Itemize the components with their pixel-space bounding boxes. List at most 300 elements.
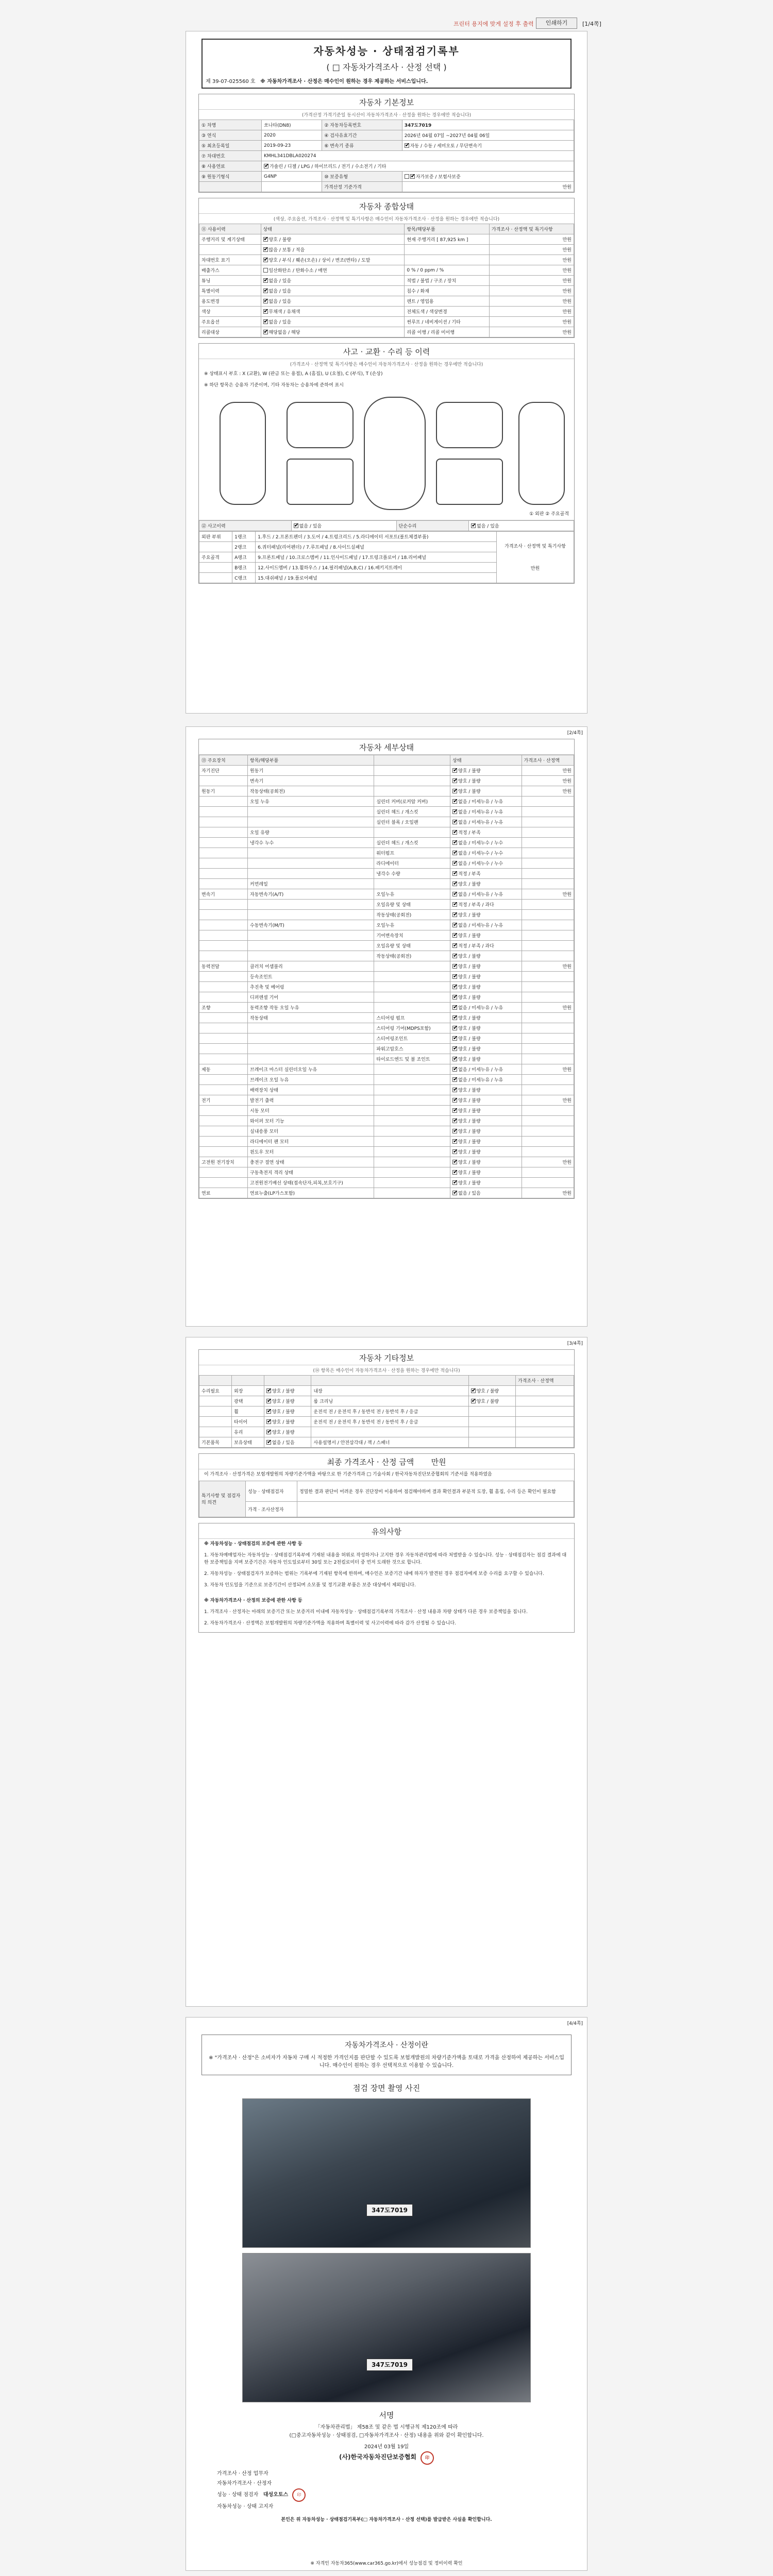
license-plate-1: 347도7019: [366, 2204, 413, 2216]
status-cell: [450, 1167, 522, 1178]
cell: [374, 879, 450, 889]
cell: [402, 172, 574, 182]
cell: [199, 562, 232, 572]
checkbox: [263, 289, 268, 293]
cell-text: 양호 / 불량: [458, 1026, 481, 1031]
cell: 리콜대상: [199, 327, 261, 337]
cell: 윈도우 모터: [248, 1147, 374, 1157]
cell: 만원: [522, 961, 574, 972]
checkbox: [452, 974, 457, 979]
cell: [374, 1064, 450, 1075]
cell: [522, 972, 574, 982]
cell: C랭크: [232, 572, 256, 583]
table-row: [199, 1386, 574, 1396]
cell: [199, 1044, 248, 1054]
cell: 주요골격: [199, 552, 232, 562]
print-notice: 프린터 용지에 맞게 설정 후 출력: [453, 21, 534, 27]
checkbox: [266, 1440, 271, 1445]
cell: 만원: [489, 255, 574, 265]
table-row: [199, 276, 574, 286]
checkbox: [452, 954, 457, 958]
cell: ⑥ 변속기 종류: [322, 141, 402, 151]
cell: [199, 807, 248, 817]
table-row: [199, 1023, 574, 1033]
cell-text: 무채색 / 유채색: [268, 310, 300, 315]
table-row: [199, 1178, 574, 1188]
overall-sub: (색상, 주요옵션, 가격조사 · 산정액 및 특기사항은 매수인이 자동차가격조사 · 산정을 원하는 경우에만 적습니다): [273, 217, 500, 222]
sign-date: 2024년 03월 19일: [364, 2444, 409, 2450]
cell-text: 양호 / 불량: [458, 1016, 481, 1021]
cell: [199, 182, 262, 192]
col-header: 가격조사 · 산정액: [522, 755, 574, 766]
cell-text: 양호 / 불량: [272, 1389, 295, 1394]
cell: [264, 1417, 311, 1427]
cell: 15.대쉬패널 / 19.플로어패널: [256, 572, 497, 583]
sign-org: (사)한국자동차진단보증협회: [339, 2453, 417, 2461]
table-row: [199, 1064, 574, 1075]
cell: [522, 930, 574, 941]
cell: 원동기: [248, 766, 374, 776]
cell-text: 적정 / 부족: [458, 872, 481, 877]
accident-table: [199, 520, 574, 531]
cell-text: 양호 / 불량: [458, 1171, 481, 1176]
accident-section: [198, 343, 575, 584]
vin: KMHL341DBLA020274: [261, 151, 574, 161]
cell-text: 없음 / 미세누수 / 누수: [458, 841, 503, 846]
cell: [497, 531, 574, 583]
status-cell: [450, 1085, 522, 1095]
cell: [522, 1013, 574, 1023]
cell: ① 차명: [199, 120, 262, 130]
cell: [261, 276, 405, 286]
cell: [405, 255, 490, 265]
cell: ② 자동차등록번호: [322, 120, 402, 130]
cell-text: 자가보증 / 보험사보증: [415, 175, 461, 180]
checkbox: [263, 237, 268, 242]
parts-table: [199, 531, 574, 583]
cell: 연료누출(LP가스포함): [248, 1188, 374, 1198]
cell: 타이로드엔드 및 볼 조인트: [374, 1054, 450, 1064]
checkbox: [294, 523, 298, 528]
status-cell: [450, 910, 522, 920]
cell-text: 자동 / 수동 / 세미오토 / 무단변속기: [410, 144, 482, 149]
cell-text: 없음 / 미세누유 / 누유: [458, 800, 503, 805]
checkbox: [452, 778, 457, 783]
cell: [199, 541, 232, 552]
cell-text: 없음 / 있음: [268, 299, 292, 304]
cell: [522, 817, 574, 827]
cell: ⑨ 원동기형식: [199, 172, 262, 182]
table-row: [199, 531, 574, 541]
cell-text: 양호 / 불량: [272, 1399, 295, 1404]
doc-title: 자동차성능 · 상태점검기록부: [313, 45, 460, 57]
cell: 외장: [232, 1386, 264, 1396]
cell: 라디에이터: [374, 858, 450, 869]
cell: [374, 961, 450, 972]
col-header: 상태: [261, 224, 405, 234]
cell-text: 양호 / 불량: [458, 779, 481, 784]
checkbox: [452, 789, 457, 793]
table-row: [199, 1075, 574, 1085]
cell: 워터펌프: [374, 848, 450, 858]
checkbox: [452, 964, 457, 969]
cell: [199, 1075, 248, 1085]
cell: [199, 838, 248, 848]
checkbox: [452, 1149, 457, 1154]
cell: 조향: [199, 1003, 248, 1013]
cell: [261, 255, 405, 265]
cell: 기어변속장치: [374, 930, 450, 941]
cell: [248, 1033, 374, 1044]
notes-title: 유의사항: [199, 1523, 574, 1539]
cell: 만원: [489, 286, 574, 296]
table-row: [199, 1013, 574, 1023]
cell: [374, 1126, 450, 1137]
checkbox: [264, 164, 268, 168]
cell: 12.사이드멤버 / 13.휠하우스 / 14.필러패널(A,B,C) / 16.패키지트레이: [256, 562, 497, 572]
cell: 만원: [489, 317, 574, 327]
cell-text: 없음 / 있음: [272, 1440, 295, 1446]
table-row: [199, 766, 574, 776]
table-row: [199, 796, 574, 807]
cell: [264, 1437, 311, 1448]
table-row: [199, 307, 574, 317]
accident-note2: ※ 하단 항목은 승용차 기준이며, 기타 자동차는 승용차에 준하여 표시: [204, 382, 344, 388]
checkbox: [452, 1005, 457, 1010]
cell: [199, 1116, 248, 1126]
doc-header: [201, 39, 572, 89]
notes-p1: 1. 자동차매매업자는 자동차성능 · 상태점검기록부에 기재된 내용을 허위로 작성하거나 고지한 경우 자동차관리법에 따라 처벌받을 수 있습니다. 성능 · 상태점검자는 점검 결과에 대한 보증책임을 지며 보증기간은 자동차 인도일로부터 30일 또는 2천킬로미터 중 먼저 도래한 것으로 합니다.: [204, 1552, 567, 1565]
checkbox: [452, 1057, 457, 1061]
table-row: [199, 941, 574, 951]
cell: [522, 1167, 574, 1178]
cell-text: 해당없음 / 해당: [268, 330, 300, 335]
cell: [516, 1386, 574, 1396]
cell: 오일유량 및 상태: [374, 941, 450, 951]
cell: 가격산정 기준가격: [322, 182, 402, 192]
table-row: [199, 961, 574, 972]
cell: [522, 1137, 574, 1147]
price-label: 가격조사 · 산정액 및 특기사항: [505, 544, 566, 550]
cell: 쏘나타(DN8): [261, 120, 322, 130]
col-header: ⑬ 주요장치: [199, 755, 248, 766]
cell: 기본품목: [199, 1437, 232, 1448]
cell: 스티어링 펌프: [374, 1013, 450, 1023]
status-cell: [450, 961, 522, 972]
cell: 실린더 헤드 / 개스킷: [374, 807, 450, 817]
cell: ⑦ 차대번호: [199, 151, 262, 161]
table-row: [199, 951, 574, 961]
cell: 실린더 커버(로커암 커버): [374, 796, 450, 807]
checkbox: [452, 1046, 457, 1051]
cell: 튜닝: [199, 276, 261, 286]
cell: [264, 1427, 311, 1437]
table-row: [199, 992, 574, 1003]
cell: [199, 1126, 248, 1137]
cell: 2랭크: [232, 541, 256, 552]
checkbox: [471, 523, 476, 528]
table-row: [199, 1396, 574, 1406]
table-row: [199, 245, 574, 255]
cell: 만원: [522, 776, 574, 786]
cell: 파워고압호스: [374, 1044, 450, 1054]
status-cell: [450, 1137, 522, 1147]
cell-text: 없음 / 미세누유 / 누유: [458, 820, 503, 825]
cell: [199, 1427, 232, 1437]
final-note: 이 가격조사 · 산정가격은 보험개발원의 차량기준가액을 바탕으로 한 기준가격과 □ 기술사회 / 한국자동차진단보증협회의 기준서를 적용하였음: [204, 1472, 492, 1477]
checkbox: [452, 1108, 457, 1113]
signer-row: [217, 2488, 556, 2502]
cell-text: 양호 / 불량: [458, 995, 481, 1001]
detail-table: [199, 755, 574, 1198]
cell-text: 양호 / 불량: [458, 934, 481, 939]
cell-text: 없음 / 있음: [458, 1191, 481, 1196]
col-header: ⑪ 사용이력: [199, 224, 261, 234]
cell: [248, 858, 374, 869]
cell-text: 없음 / 있음: [268, 320, 292, 325]
checkbox: [452, 1098, 457, 1103]
cell: [374, 827, 450, 838]
cell: [516, 1396, 574, 1406]
checkbox: [471, 1399, 476, 1403]
cell: [522, 827, 574, 838]
cell: 와이퍼 모터 기능: [248, 1116, 374, 1126]
cell: [522, 951, 574, 961]
cell: 운전석 전 / 운전석 후 / 동반석 전 / 동반석 후 / 응급: [311, 1406, 468, 1417]
cell: 유리: [232, 1427, 264, 1437]
cell: 렌트 / 영업용: [405, 296, 490, 307]
photo-title: 점검 장면 촬영 사진: [352, 2083, 421, 2093]
status-cell: [450, 817, 522, 827]
cell: 만원: [522, 1188, 574, 1198]
cell: [469, 520, 574, 531]
basic-info-sub: (가격산정 가격기준일 동시산이 자동차가격조사 · 산정을 원하는 경우에만 적습니다): [301, 113, 472, 118]
cell: 만원: [489, 276, 574, 286]
car-frame-rear-icon: [436, 459, 503, 505]
cell: 작동상태: [248, 1013, 374, 1023]
cell: [522, 941, 574, 951]
cell: [516, 1427, 574, 1437]
status-cell: [450, 1075, 522, 1085]
signer-value: 대성오토스: [263, 2492, 289, 2498]
checkbox: [452, 820, 457, 824]
cell: [291, 520, 396, 531]
status-cell: [450, 1116, 522, 1126]
cell-text: 양호 / 불량: [458, 1109, 481, 1114]
cell: [248, 1023, 374, 1033]
page-4-number: [4/4쪽]: [567, 2021, 583, 2026]
special-table: [199, 1481, 574, 1517]
print-button[interactable]: 인쇄하기: [536, 18, 577, 29]
stamp-icon: 印: [292, 2488, 306, 2502]
cell: B랭크: [232, 562, 256, 572]
cell-text: 없음 / 있음: [268, 279, 292, 284]
table-row: [199, 910, 574, 920]
status-cell: [450, 951, 522, 961]
cell: [522, 1126, 574, 1137]
checkbox: [266, 1430, 271, 1434]
cell: [374, 1106, 450, 1116]
cell: [261, 307, 405, 317]
cell: [374, 766, 450, 776]
car-diagram: [199, 392, 574, 520]
cell: [522, 1033, 574, 1044]
cell: [199, 1147, 248, 1157]
cell: [522, 858, 574, 869]
table-row: [199, 786, 574, 796]
status-cell: [450, 900, 522, 910]
cell: [199, 1085, 248, 1095]
cell: 만원: [522, 1157, 574, 1167]
cell: 실린더 헤드 / 개스킷: [374, 838, 450, 848]
cell: [199, 796, 248, 807]
signer-row: [217, 2502, 556, 2512]
detail-section: [198, 739, 575, 1199]
cell: A랭크: [232, 552, 256, 562]
col-header: 가격조사 · 산정액: [516, 1376, 574, 1386]
inspector-opinion: 정밀한 결과 판단이 어려운 경우 진단장비 이용하여 점검해야하며 결과 확인결과 부분적 도장, 휠 흠집, 수리 등은 확인이 필요함: [297, 1481, 574, 1501]
car-left-side-icon: [220, 402, 266, 505]
checkbox: [266, 1388, 271, 1393]
box-text: ※ "가격조사 · 산정"은 소비자가 자동차 구매 시 적정한 가격인지를 판단할 수 있도록 보험개발원의 차량기준가액을 토대로 가격을 산정하여 제공하는 서비스입니다. 매수인이 원하는 경우 선택적으로 이용할 수 있습니다.: [209, 2055, 564, 2069]
cell: 작동상태(공회전): [374, 951, 450, 961]
cell-text: 양호 / 불량: [458, 1150, 481, 1155]
cell: [261, 182, 322, 192]
cell: [522, 992, 574, 1003]
odometer: 현재 주행거리 [ 87,925 km ]: [405, 234, 490, 245]
table-row: [199, 869, 574, 879]
cell: 운전석 전 / 운전석 후 / 동반석 전 / 동반석 후 / 응급: [311, 1417, 468, 1427]
checkbox: [452, 1180, 457, 1185]
table-row: [199, 889, 574, 900]
status-cell: [450, 848, 522, 858]
col-header: [311, 1376, 468, 1386]
cell-text: 양호 / 불량: [458, 975, 481, 980]
cell: ⑧ 사용연료: [199, 161, 262, 172]
cell: 오일누유: [374, 889, 450, 900]
cell: [199, 910, 248, 920]
table-row: [199, 1137, 574, 1147]
cell: [248, 807, 374, 817]
cell: 시동 모터: [248, 1106, 374, 1116]
cell: 침수 / 화재: [405, 286, 490, 296]
cell: [374, 1095, 450, 1106]
cell: 만원: [522, 766, 574, 776]
cell: 9.프론트패널 / 10.크로스멤버 / 11.인사이드패널 / 17.트렁크플로어 / 18.리어패널: [256, 552, 497, 562]
table-row: [199, 1044, 574, 1054]
table-row: [199, 1376, 574, 1386]
cell: 배력장치 상태: [248, 1085, 374, 1095]
cell: [199, 827, 248, 838]
other-title: 자동차 기타정보: [199, 1350, 574, 1365]
cell: 2019-09-23: [261, 141, 322, 151]
cell: [522, 838, 574, 848]
status-cell: [450, 776, 522, 786]
checkbox: [263, 278, 268, 283]
overall-title: 자동차 종합상태: [199, 198, 574, 214]
checkbox: [405, 174, 409, 179]
table-row: [199, 317, 574, 327]
cell-text: 양호 / 불량: [458, 789, 481, 794]
checkbox: [452, 882, 457, 886]
cell: [522, 796, 574, 807]
cell: G4NP: [261, 172, 322, 182]
cell: [261, 317, 405, 327]
cell: [261, 245, 405, 255]
cell: [261, 327, 405, 337]
cell: 색상: [199, 307, 261, 317]
checkbox: [452, 830, 457, 835]
cell: [522, 1023, 574, 1033]
cell: [468, 1406, 515, 1417]
cell: [264, 1406, 311, 1417]
status-cell: [450, 1095, 522, 1106]
cell: 배출가스: [199, 265, 261, 276]
cell: [468, 1396, 515, 1406]
status-cell: [450, 1023, 522, 1033]
cell: 6.쿼터패널(리어펜더) / 7.루프패널 / 8.사이드실패널: [256, 541, 497, 552]
cell-text: 양호 / 불량: [476, 1399, 499, 1404]
notes-p4: 1. 가격조사 · 산정자는 아래의 보증기간 또는 보증거리 이내에 자동차성능 · 상태점검기록부의 가격조사 · 산정 내용과 차량 상태가 다른 경우 보증책임을 집니다.: [204, 1609, 528, 1615]
table-row: [199, 817, 574, 827]
footer-note: ※ 자격인 자동차365(www.car365.go.kr)에서 성능점검 및 정비이력 확인: [310, 2561, 463, 2566]
cell: 브레이크 오일 누유: [248, 1075, 374, 1085]
status-cell: [450, 807, 522, 817]
table-row: [199, 1003, 574, 1013]
checkbox: [452, 1026, 457, 1030]
cell-text: 적정 / 부족 / 과다: [458, 944, 494, 949]
notes-s2: ※ 자동차가격조사 · 산정의 보증에 관한 사항 등: [204, 1598, 303, 1603]
cell: 0 % / 0 ppm / %: [405, 265, 490, 276]
checkbox: [452, 923, 457, 927]
cell: [248, 930, 374, 941]
cell: 추진축 및 베어링: [248, 982, 374, 992]
cell: [374, 1188, 450, 1198]
cell: 주요옵션: [199, 317, 261, 327]
cell-text: 양호 / 불량: [458, 1160, 481, 1165]
cell: [374, 1147, 450, 1157]
cell: [516, 1417, 574, 1427]
cell: 연료: [199, 1188, 248, 1198]
cell: [522, 982, 574, 992]
cell: [468, 1417, 515, 1427]
cell: 만원: [489, 327, 574, 337]
cell: [522, 1147, 574, 1157]
cell: [199, 992, 248, 1003]
status-cell: [450, 1147, 522, 1157]
cell: [261, 234, 405, 245]
accident-sub: (가격조사 · 산정액 및 특기사항은 매수인이 자동차가격조사 · 산정을 원하는 경우에만 적습니다): [290, 362, 483, 367]
cell-text: 양호 / 불량: [458, 1140, 481, 1145]
cell: [468, 1437, 515, 1448]
cell: [199, 1167, 248, 1178]
table-row: [199, 1167, 574, 1178]
checkbox: [452, 995, 457, 999]
cell: 광택: [232, 1396, 264, 1406]
cell: 커먼레일: [248, 879, 374, 889]
cell: 발전기 출력: [248, 1095, 374, 1106]
table-row: [199, 1095, 574, 1106]
table-row: [199, 900, 574, 910]
cell: [199, 1054, 248, 1064]
cell-text: 없음 / 있음: [299, 523, 322, 529]
checkbox: [452, 1139, 457, 1144]
cell-text: 없음 / 미세누유 / 누유: [458, 892, 503, 897]
cell: 보유상태: [232, 1437, 264, 1448]
cell-text: 적정 / 부족 / 과다: [458, 903, 494, 908]
checkbox: [452, 799, 457, 804]
accident-note1: ※ 상태표시 부호 : X (교환), W (판금 또는 용접), A (흠집), U (요철), C (부식), T (손상): [204, 371, 383, 377]
